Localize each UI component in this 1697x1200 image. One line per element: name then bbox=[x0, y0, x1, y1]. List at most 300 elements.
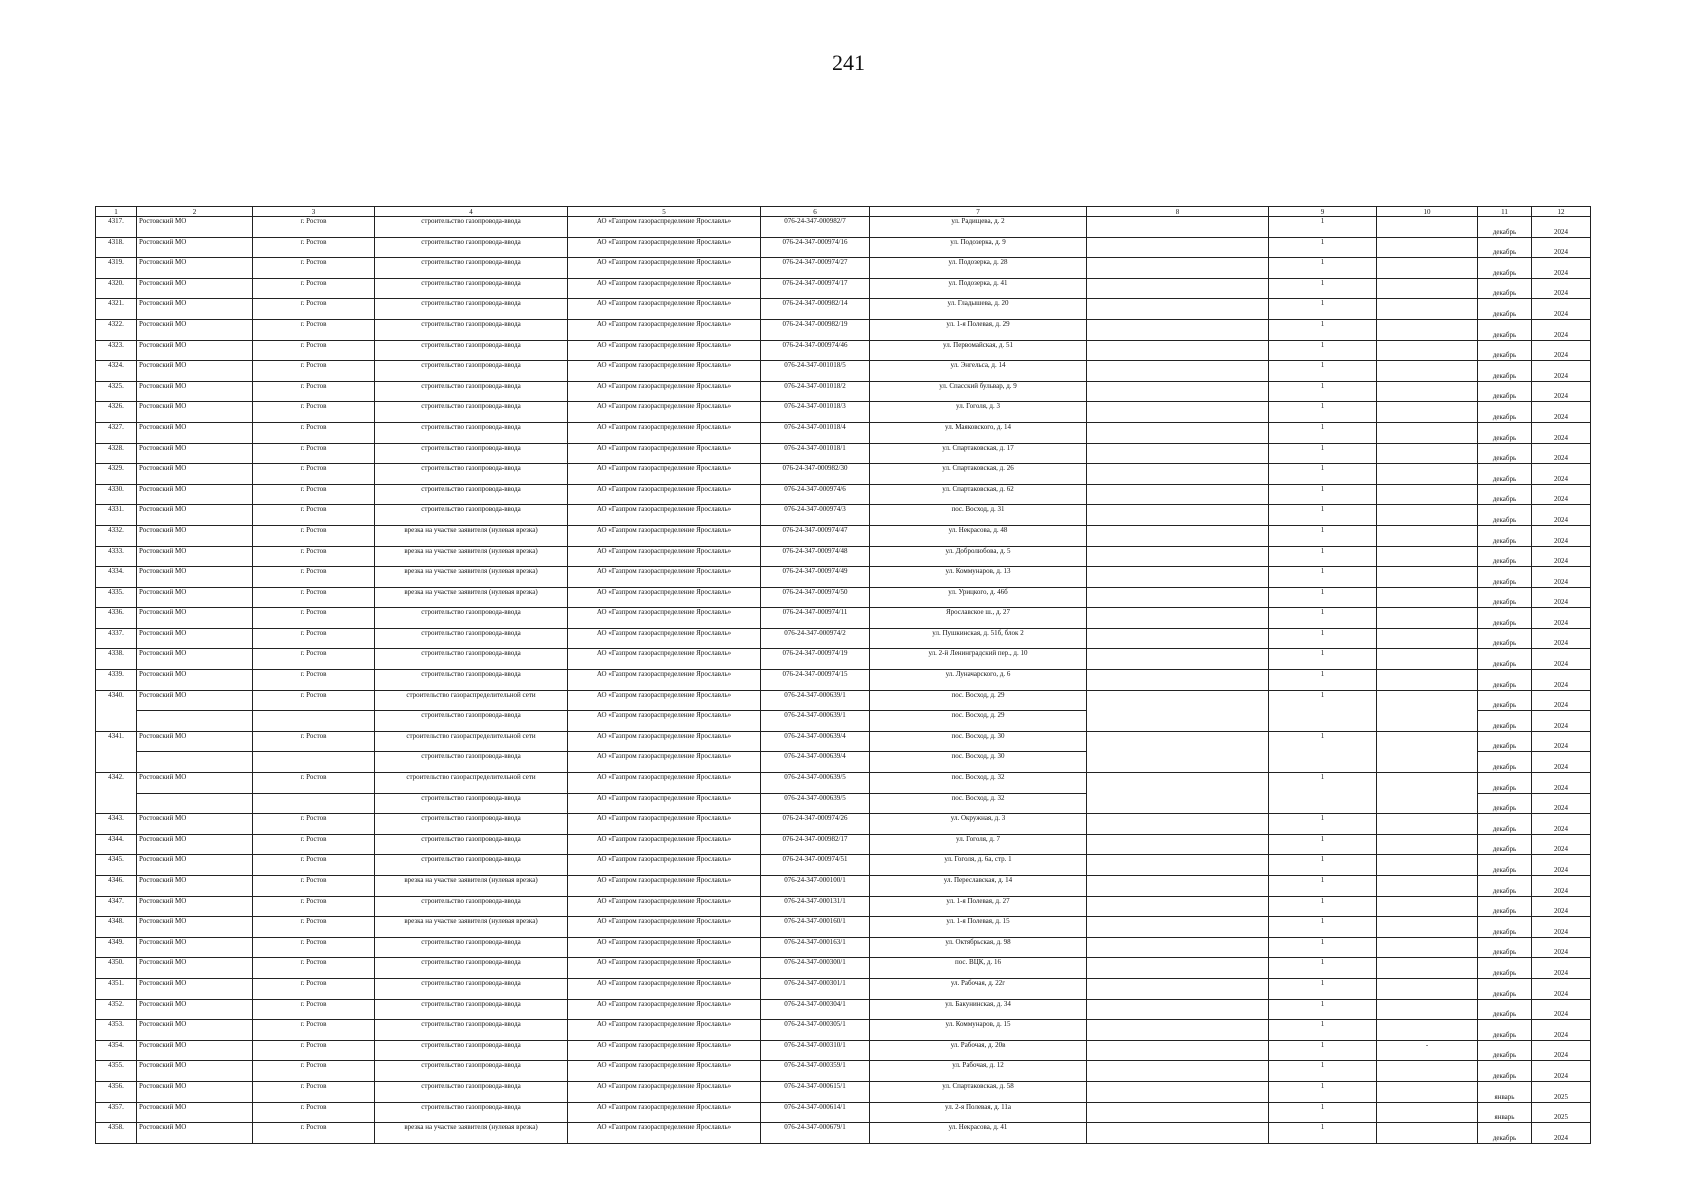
column-number-1: 1 bbox=[96, 207, 137, 217]
column-8 bbox=[1087, 567, 1269, 588]
municipality: Ростовский МО bbox=[137, 917, 253, 938]
settlement: г. Ростов bbox=[253, 546, 375, 567]
table-row bbox=[96, 278, 1591, 299]
work-type: строительство газопровода-ввода bbox=[375, 1061, 568, 1082]
completion-year: 2024 bbox=[1532, 484, 1591, 505]
contract-code: 076-24-347-000982/19 bbox=[761, 319, 870, 340]
object-count: 1 bbox=[1269, 834, 1377, 855]
completion-year: 2025 bbox=[1532, 1081, 1591, 1102]
object-count: 1 bbox=[1269, 299, 1377, 320]
municipality: Ростовский МО bbox=[137, 773, 253, 794]
table-row bbox=[96, 958, 1591, 979]
organization: АО «Газпром газораспределение Ярославль» bbox=[568, 525, 761, 546]
completion-year: 2024 bbox=[1532, 299, 1591, 320]
settlement: г. Ростов bbox=[253, 587, 375, 608]
column-number-8: 8 bbox=[1087, 207, 1269, 217]
contract-code: 076-24-347-000974/2 bbox=[761, 628, 870, 649]
column-8 bbox=[1087, 525, 1269, 546]
settlement: г. Ростов bbox=[253, 917, 375, 938]
municipality: Ростовский МО bbox=[137, 1020, 253, 1041]
table-row bbox=[96, 1020, 1591, 1041]
settlement: г. Ростов bbox=[253, 525, 375, 546]
municipality: Ростовский МО bbox=[137, 361, 253, 382]
column-10 bbox=[1377, 649, 1478, 670]
register-table bbox=[95, 206, 1591, 1144]
organization: АО «Газпром газораспределение Ярославль» bbox=[568, 422, 761, 443]
column-10 bbox=[1377, 690, 1478, 731]
object-address: ул. Маяковского, д. 14 bbox=[870, 422, 1087, 443]
column-8 bbox=[1087, 690, 1269, 731]
column-10 bbox=[1377, 855, 1478, 876]
table-row bbox=[96, 814, 1591, 835]
column-8 bbox=[1087, 587, 1269, 608]
completion-month: декабрь bbox=[1478, 608, 1532, 629]
contract-code: 076-24-347-000982/30 bbox=[761, 464, 870, 485]
municipality: Ростовский МО bbox=[137, 628, 253, 649]
row-number: 4355. bbox=[96, 1061, 137, 1082]
column-8 bbox=[1087, 1123, 1269, 1144]
column-8 bbox=[1087, 649, 1269, 670]
organization: АО «Газпром газораспределение Ярославль» bbox=[568, 896, 761, 917]
settlement: г. Ростов bbox=[253, 999, 375, 1020]
settlement: г. Ростов bbox=[253, 1102, 375, 1123]
object-address: пос. Восход, д. 30 bbox=[870, 752, 1087, 773]
row-number: 4352. bbox=[96, 999, 137, 1020]
completion-year: 2024 bbox=[1532, 546, 1591, 567]
column-8 bbox=[1087, 381, 1269, 402]
completion-year: 2024 bbox=[1532, 217, 1591, 238]
column-10 bbox=[1377, 834, 1478, 855]
organization: АО «Газпром газораспределение Ярославль» bbox=[568, 731, 761, 752]
completion-year: 2024 bbox=[1532, 443, 1591, 464]
row-number: 4351. bbox=[96, 978, 137, 999]
work-type: врезка на участке заявителя (нулевая врезка) bbox=[375, 567, 568, 588]
settlement: г. Ростов bbox=[253, 258, 375, 279]
row-number: 4329. bbox=[96, 464, 137, 485]
completion-year: 2024 bbox=[1532, 937, 1591, 958]
object-count: 1 bbox=[1269, 1102, 1377, 1123]
contract-code: 076-24-347-000974/48 bbox=[761, 546, 870, 567]
organization: АО «Газпром газораспределение Ярославль» bbox=[568, 484, 761, 505]
column-10 bbox=[1377, 505, 1478, 526]
column-10 bbox=[1377, 670, 1478, 691]
object-count: 1 bbox=[1269, 546, 1377, 567]
completion-year: 2024 bbox=[1532, 1061, 1591, 1082]
object-address: пос. Восход, д. 29 bbox=[870, 690, 1087, 711]
table-row bbox=[96, 628, 1591, 649]
organization: АО «Газпром газораспределение Ярославль» bbox=[568, 1061, 761, 1082]
row-number: 4344. bbox=[96, 834, 137, 855]
settlement: г. Ростов bbox=[253, 958, 375, 979]
object-count: 1 bbox=[1269, 1081, 1377, 1102]
contract-code: 076-24-347-000974/27 bbox=[761, 258, 870, 279]
completion-month: декабрь bbox=[1478, 937, 1532, 958]
column-10 bbox=[1377, 958, 1478, 979]
row-number: 4348. bbox=[96, 917, 137, 938]
organization: АО «Газпром газораспределение Ярославль» bbox=[568, 278, 761, 299]
organization: АО «Газпром газораспределение Ярославль» bbox=[568, 299, 761, 320]
contract-code: 076-24-347-000974/47 bbox=[761, 525, 870, 546]
column-number-3: 3 bbox=[253, 207, 375, 217]
column-8 bbox=[1087, 670, 1269, 691]
settlement: г. Ростов bbox=[253, 649, 375, 670]
column-10 bbox=[1377, 567, 1478, 588]
contract-code: 076-24-347-001018/4 bbox=[761, 422, 870, 443]
municipality: Ростовский МО bbox=[137, 1061, 253, 1082]
column-10 bbox=[1377, 587, 1478, 608]
column-8 bbox=[1087, 937, 1269, 958]
object-address: ул. Рабочая, д. 20в bbox=[870, 1040, 1087, 1061]
municipality: Ростовский МО bbox=[137, 381, 253, 402]
object-address: ул. 1-я Полевая, д. 27 bbox=[870, 896, 1087, 917]
organization: АО «Газпром газораспределение Ярославль» bbox=[568, 361, 761, 382]
completion-month: декабрь bbox=[1478, 299, 1532, 320]
completion-month: декабрь bbox=[1478, 752, 1532, 773]
contract-code: 076-24-347-000100/1 bbox=[761, 876, 870, 897]
object-count: 1 bbox=[1269, 1020, 1377, 1041]
work-type: строительство газопровода-ввода bbox=[375, 361, 568, 382]
organization: АО «Газпром газораспределение Ярославль» bbox=[568, 464, 761, 485]
completion-year: 2024 bbox=[1532, 999, 1591, 1020]
completion-year: 2024 bbox=[1532, 670, 1591, 691]
row-number: 4318. bbox=[96, 237, 137, 258]
object-count: 1 bbox=[1269, 505, 1377, 526]
column-10 bbox=[1377, 1102, 1478, 1123]
settlement: г. Ростов bbox=[253, 340, 375, 361]
column-10 bbox=[1377, 525, 1478, 546]
table-row bbox=[96, 525, 1591, 546]
column-8 bbox=[1087, 1102, 1269, 1123]
column-10 bbox=[1377, 999, 1478, 1020]
table-row bbox=[96, 1081, 1591, 1102]
work-type: строительство газопровода-ввода bbox=[375, 1040, 568, 1061]
municipality: Ростовский МО bbox=[137, 1081, 253, 1102]
object-address: пос. Восход, д. 32 bbox=[870, 793, 1087, 814]
work-type: строительство газопровода-ввода bbox=[375, 278, 568, 299]
contract-code: 076-24-347-000974/50 bbox=[761, 587, 870, 608]
organization: АО «Газпром газораспределение Ярославль» bbox=[568, 587, 761, 608]
column-8 bbox=[1087, 773, 1269, 814]
table-row bbox=[96, 1123, 1591, 1144]
object-address: ул. Гоголя, д. 3 bbox=[870, 402, 1087, 423]
object-count: 1 bbox=[1269, 649, 1377, 670]
object-count: 1 bbox=[1269, 773, 1377, 814]
column-10: - bbox=[1377, 1040, 1478, 1061]
object-address: ул. Спасский бульвар, д. 9 bbox=[870, 381, 1087, 402]
object-count: 1 bbox=[1269, 443, 1377, 464]
row-number: 4340. bbox=[96, 690, 137, 731]
column-8 bbox=[1087, 855, 1269, 876]
completion-year: 2024 bbox=[1532, 793, 1591, 814]
work-type: строительство газопровода-ввода bbox=[375, 402, 568, 423]
municipality: Ростовский МО bbox=[137, 814, 253, 835]
column-8 bbox=[1087, 484, 1269, 505]
work-type: врезка на участке заявителя (нулевая врезка) bbox=[375, 525, 568, 546]
municipality: Ростовский МО bbox=[137, 340, 253, 361]
table-row bbox=[96, 978, 1591, 999]
object-count: 1 bbox=[1269, 258, 1377, 279]
work-type: строительство газопровода-ввода bbox=[375, 628, 568, 649]
municipality-empty bbox=[137, 752, 253, 773]
row-number: 4356. bbox=[96, 1081, 137, 1102]
column-8 bbox=[1087, 340, 1269, 361]
object-address: ул. Спартаковская, д. 17 bbox=[870, 443, 1087, 464]
completion-year: 2024 bbox=[1532, 649, 1591, 670]
column-10 bbox=[1377, 1020, 1478, 1041]
completion-month: декабрь bbox=[1478, 567, 1532, 588]
row-number: 4328. bbox=[96, 443, 137, 464]
object-count: 1 bbox=[1269, 670, 1377, 691]
municipality: Ростовский МО bbox=[137, 319, 253, 340]
completion-year: 2024 bbox=[1532, 381, 1591, 402]
work-type: строительство газопровода-ввода bbox=[375, 937, 568, 958]
completion-month: декабрь bbox=[1478, 649, 1532, 670]
object-address: ул. Луначарского, д. 6 bbox=[870, 670, 1087, 691]
column-10 bbox=[1377, 299, 1478, 320]
municipality: Ростовский МО bbox=[137, 525, 253, 546]
column-10 bbox=[1377, 1061, 1478, 1082]
work-type: врезка на участке заявителя (нулевая врезка) bbox=[375, 917, 568, 938]
row-number: 4317. bbox=[96, 217, 137, 238]
municipality: Ростовский МО bbox=[137, 258, 253, 279]
completion-year: 2024 bbox=[1532, 978, 1591, 999]
object-count: 1 bbox=[1269, 319, 1377, 340]
completion-year: 2024 bbox=[1532, 958, 1591, 979]
object-address: ул. Октябрьская, д. 98 bbox=[870, 937, 1087, 958]
organization: АО «Газпром газораспределение Ярославль» bbox=[568, 628, 761, 649]
column-8 bbox=[1087, 443, 1269, 464]
object-address: ул. Подозерка, д. 28 bbox=[870, 258, 1087, 279]
work-type: строительство газопровода-ввода bbox=[375, 649, 568, 670]
column-8 bbox=[1087, 814, 1269, 835]
column-10 bbox=[1377, 814, 1478, 835]
completion-month: декабрь bbox=[1478, 340, 1532, 361]
object-address: ул. Бакунинская, д. 34 bbox=[870, 999, 1087, 1020]
municipality: Ростовский МО bbox=[137, 731, 253, 752]
column-8 bbox=[1087, 896, 1269, 917]
contract-code: 076-24-347-000615/1 bbox=[761, 1081, 870, 1102]
completion-month: декабрь bbox=[1478, 278, 1532, 299]
completion-year: 2024 bbox=[1532, 464, 1591, 485]
object-address: ул. Спартаковская, д. 26 bbox=[870, 464, 1087, 485]
table-row bbox=[96, 1040, 1591, 1061]
completion-month: декабрь bbox=[1478, 731, 1532, 752]
completion-month: декабрь bbox=[1478, 814, 1532, 835]
column-number-11: 11 bbox=[1478, 207, 1532, 217]
object-address: ул. Подозерка, д. 9 bbox=[870, 237, 1087, 258]
organization: АО «Газпром газораспределение Ярославль» bbox=[568, 999, 761, 1020]
completion-month: декабрь bbox=[1478, 464, 1532, 485]
contract-code: 076-24-347-000974/49 bbox=[761, 567, 870, 588]
organization: АО «Газпром газораспределение Ярославль» bbox=[568, 752, 761, 773]
column-8 bbox=[1087, 237, 1269, 258]
completion-year: 2024 bbox=[1532, 752, 1591, 773]
organization: АО «Газпром газораспределение Ярославль» bbox=[568, 608, 761, 629]
contract-code: 076-24-347-001018/2 bbox=[761, 381, 870, 402]
table-row bbox=[96, 319, 1591, 340]
column-8 bbox=[1087, 1040, 1269, 1061]
column-8 bbox=[1087, 876, 1269, 897]
completion-year: 2024 bbox=[1532, 731, 1591, 752]
page-number: 241 bbox=[832, 50, 865, 75]
completion-year: 2024 bbox=[1532, 587, 1591, 608]
work-type: строительство газопровода-ввода bbox=[375, 340, 568, 361]
settlement: г. Ростов bbox=[253, 567, 375, 588]
row-number: 4323. bbox=[96, 340, 137, 361]
object-address: ул. Переславская, д. 14 bbox=[870, 876, 1087, 897]
contract-code: 076-24-347-000639/1 bbox=[761, 711, 870, 732]
work-type: строительство газопровода-ввода bbox=[375, 608, 568, 629]
column-10 bbox=[1377, 258, 1478, 279]
completion-year: 2024 bbox=[1532, 237, 1591, 258]
row-number: 4354. bbox=[96, 1040, 137, 1061]
work-type: строительство газопровода-ввода bbox=[375, 299, 568, 320]
row-number: 4331. bbox=[96, 505, 137, 526]
column-8 bbox=[1087, 258, 1269, 279]
work-type: строительство газопровода-ввода bbox=[375, 258, 568, 279]
object-count: 1 bbox=[1269, 567, 1377, 588]
municipality: Ростовский МО bbox=[137, 1123, 253, 1144]
object-address: ул. Коммунаров, д. 15 bbox=[870, 1020, 1087, 1041]
work-type: строительство газопровода-ввода bbox=[375, 1081, 568, 1102]
settlement: г. Ростов bbox=[253, 876, 375, 897]
object-count: 1 bbox=[1269, 525, 1377, 546]
organization: АО «Газпром газораспределение Ярославль» bbox=[568, 340, 761, 361]
completion-year: 2024 bbox=[1532, 608, 1591, 629]
work-type: строительство газопровода-ввода bbox=[375, 834, 568, 855]
object-address: ул. Спартаковская, д. 62 bbox=[870, 484, 1087, 505]
organization: АО «Газпром газораспределение Ярославль» bbox=[568, 1123, 761, 1144]
completion-year: 2024 bbox=[1532, 773, 1591, 794]
table-row bbox=[96, 587, 1591, 608]
municipality-empty bbox=[137, 793, 253, 814]
object-count: 1 bbox=[1269, 999, 1377, 1020]
completion-month: декабрь bbox=[1478, 319, 1532, 340]
table-row bbox=[96, 505, 1591, 526]
completion-month: декабрь bbox=[1478, 484, 1532, 505]
object-count: 1 bbox=[1269, 1040, 1377, 1061]
object-count: 1 bbox=[1269, 587, 1377, 608]
row-number: 4332. bbox=[96, 525, 137, 546]
row-number: 4353. bbox=[96, 1020, 137, 1041]
table-row bbox=[96, 237, 1591, 258]
table-row bbox=[96, 422, 1591, 443]
settlement: г. Ростов bbox=[253, 690, 375, 711]
completion-month: январь bbox=[1478, 1102, 1532, 1123]
organization: АО «Газпром газораспределение Ярославль» bbox=[568, 1040, 761, 1061]
settlement: г. Ростов bbox=[253, 484, 375, 505]
object-count: 1 bbox=[1269, 1123, 1377, 1144]
completion-month: декабрь bbox=[1478, 628, 1532, 649]
column-10 bbox=[1377, 1081, 1478, 1102]
table-row bbox=[96, 773, 1591, 794]
column-8 bbox=[1087, 834, 1269, 855]
object-count: 1 bbox=[1269, 628, 1377, 649]
column-8 bbox=[1087, 319, 1269, 340]
column-8 bbox=[1087, 1020, 1269, 1041]
organization: АО «Газпром газораспределение Ярославль» bbox=[568, 814, 761, 835]
table-row bbox=[96, 690, 1591, 711]
object-address: ул. Гоголя, д. 7 bbox=[870, 834, 1087, 855]
table-row bbox=[96, 670, 1591, 691]
work-type: строительство газопровода-ввода bbox=[375, 422, 568, 443]
settlement: г. Ростов bbox=[253, 361, 375, 382]
completion-month: декабрь bbox=[1478, 978, 1532, 999]
object-address: ул. 1-я Полевая, д. 29 bbox=[870, 319, 1087, 340]
work-type: строительство газопровода-ввода bbox=[375, 978, 568, 999]
row-number: 4337. bbox=[96, 628, 137, 649]
completion-month: декабрь bbox=[1478, 670, 1532, 691]
object-address: пос. Восход, д. 32 bbox=[870, 773, 1087, 794]
object-count: 1 bbox=[1269, 278, 1377, 299]
organization: АО «Газпром газораспределение Ярославль» bbox=[568, 319, 761, 340]
settlement: г. Ростов bbox=[253, 628, 375, 649]
object-count: 1 bbox=[1269, 958, 1377, 979]
completion-year: 2024 bbox=[1532, 1123, 1591, 1144]
organization: АО «Газпром газораспределение Ярославль» bbox=[568, 711, 761, 732]
work-type: строительство газопровода-ввода bbox=[375, 896, 568, 917]
object-address: ул. Радищева, д. 2 bbox=[870, 217, 1087, 238]
settlement: г. Ростов bbox=[253, 896, 375, 917]
table-body bbox=[96, 217, 1591, 1144]
contract-code: 076-24-347-000974/3 bbox=[761, 505, 870, 526]
completion-year: 2024 bbox=[1532, 567, 1591, 588]
object-address: ул. Спартаковская, д. 58 bbox=[870, 1081, 1087, 1102]
completion-month: декабрь bbox=[1478, 855, 1532, 876]
column-8 bbox=[1087, 628, 1269, 649]
contract-code: 076-24-347-000310/1 bbox=[761, 1040, 870, 1061]
settlement: г. Ростов bbox=[253, 278, 375, 299]
column-8 bbox=[1087, 422, 1269, 443]
settlement: г. Ростов bbox=[253, 402, 375, 423]
settlement: г. Ростов bbox=[253, 422, 375, 443]
organization: АО «Газпром газораспределение Ярославль» bbox=[568, 567, 761, 588]
settlement-empty bbox=[253, 711, 375, 732]
work-type: строительство газопровода-ввода bbox=[375, 443, 568, 464]
organization: АО «Газпром газораспределение Ярославль» bbox=[568, 978, 761, 999]
municipality: Ростовский МО bbox=[137, 999, 253, 1020]
object-address: ул. Подозерка, д. 41 bbox=[870, 278, 1087, 299]
contract-code: 076-24-347-000982/17 bbox=[761, 834, 870, 855]
row-number: 4343. bbox=[96, 814, 137, 835]
table-row bbox=[96, 855, 1591, 876]
column-10 bbox=[1377, 319, 1478, 340]
row-number: 4349. bbox=[96, 937, 137, 958]
work-type: врезка на участке заявителя (нулевая врезка) bbox=[375, 876, 568, 897]
column-8 bbox=[1087, 978, 1269, 999]
contract-code: 076-24-347-001018/1 bbox=[761, 443, 870, 464]
municipality: Ростовский МО bbox=[137, 896, 253, 917]
municipality: Ростовский МО bbox=[137, 402, 253, 423]
column-10 bbox=[1377, 937, 1478, 958]
object-count: 1 bbox=[1269, 896, 1377, 917]
object-address: ул. Гоголя, д. 6а, стр. 1 bbox=[870, 855, 1087, 876]
row-number: 4338. bbox=[96, 649, 137, 670]
completion-year: 2024 bbox=[1532, 1040, 1591, 1061]
organization: АО «Газпром газораспределение Ярославль» bbox=[568, 876, 761, 897]
object-address: ул. Коммунаров, д. 13 bbox=[870, 567, 1087, 588]
column-number-2: 2 bbox=[137, 207, 253, 217]
column-8 bbox=[1087, 546, 1269, 567]
row-number: 4326. bbox=[96, 402, 137, 423]
contract-code: 076-24-347-000974/17 bbox=[761, 278, 870, 299]
row-number: 4327. bbox=[96, 422, 137, 443]
row-number: 4345. bbox=[96, 855, 137, 876]
contract-code: 076-24-347-000679/1 bbox=[761, 1123, 870, 1144]
contract-code: 076-24-347-000639/4 bbox=[761, 752, 870, 773]
column-10 bbox=[1377, 422, 1478, 443]
object-count: 1 bbox=[1269, 731, 1377, 772]
